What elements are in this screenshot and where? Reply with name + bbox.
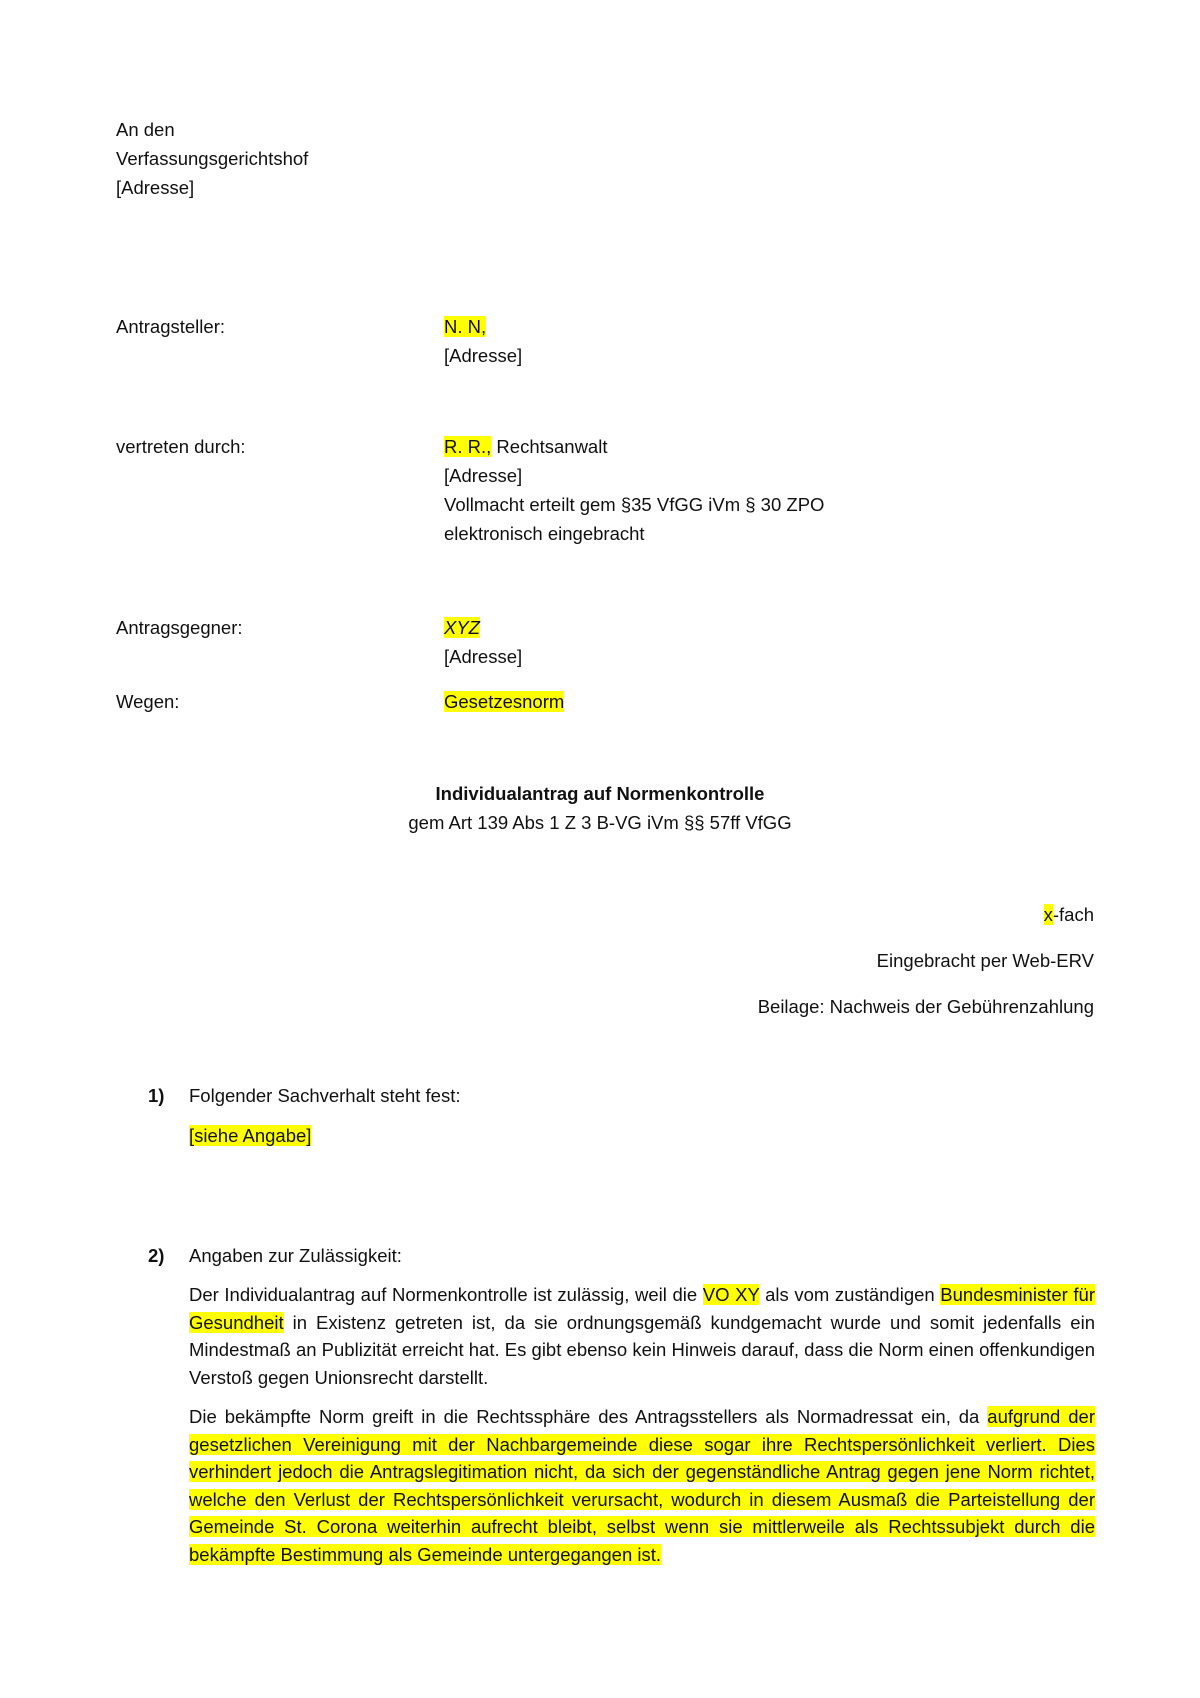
representative-submission: elektronisch eingebracht	[444, 523, 645, 544]
submission-channel: Eingebracht per Web-ERV	[876, 950, 1094, 971]
section-2-highlighted-argument: aufgrund der gesetzlichen Vereinigung mit der Nachbargemeinde diese sogar ihre Rechtspersönlichkeit verliert. Dies verhindert jedoch die Antragslegitimation nicht, da sich der gegenständliche Antrag gegen jene Norm richtet, welche den Verlust der Rechtspersönlichkeit verursacht, wodurch in diesem Ausmaß die Parteistellung der Gemeinde St. Corona weiterhin aufrecht bleibt, selbst wenn sie mittlerweile als Rechtssubjekt durch die bekämpfte Bestimmung als Gemeinde untergegangen ist.	[189, 1406, 1095, 1565]
document-title: Individualantrag auf Normenkontrolle	[435, 783, 765, 804]
respondent-block	[444, 613, 522, 671]
recipient-address: [Adresse]	[116, 177, 195, 198]
recipient-line-1: An den	[116, 119, 175, 140]
applicant-address: [Adresse]	[444, 345, 523, 366]
subject-label: Wegen:	[116, 691, 180, 712]
applicant-name: N. N,	[444, 316, 487, 337]
document-subtitle: gem Art 139 Abs 1 Z 3 B-VG iVm §§ 57ff VfGG	[408, 812, 792, 833]
applicant-label: Antragsteller:	[116, 316, 225, 337]
representative-address: [Adresse]	[444, 465, 523, 486]
representative-name: R. R.,	[444, 436, 492, 457]
section-2-paragraph-1: Der Individualantrag auf Normenkontrolle ist zulässig, weil die VO XY als vom zuständigen Bundesminister für Gesundheit in Existenz getreten ist, da sie ordnungsgemäß kundgemacht wurde und somit jedenfalls ein Mindestmaß an Publizität erreicht hat. Es gibt ebenso kein Hinweis darauf, dass die Norm einen offenkundigen Verstoß gegen Unionsrecht darstellt.	[189, 1284, 1095, 1388]
section-2-paragraph-2: Die bekämpfte Norm greift in die Rechtssphäre des Antragsstellers als Normadressat ein, da aufgrund der gesetzlichen Vereinigung mit der Nachbargemeinde diese sogar ihre Rechtspersönlichkeit verliert. Dies verhindert jedoch die Antragslegitimation nicht, da sich der gegenständliche Antrag gegen jene Norm richtet, welche den Verlust der Rechtspersönlichkeit verursacht, wodurch in diesem Ausmaß die Parteistellung der Gemeinde St. Corona weiterhin aufrecht bleibt, selbst wenn sie mittlerweile als Rechtssubjekt durch die bekämpfte Bestimmung als Gemeinde untergegangen ist.	[189, 1406, 1095, 1565]
representative-block	[444, 432, 824, 548]
recipient-block	[116, 115, 308, 202]
section-1-content	[189, 1121, 311, 1150]
section-2-heading: Angaben zur Zulässigkeit:	[189, 1245, 402, 1266]
representative-power-of-attorney: Vollmacht erteilt gem §35 VfGG iVm § 30 ZPO	[444, 494, 825, 515]
recipient-court: Verfassungsgerichtshof	[116, 148, 309, 169]
section-2-number: 2)	[148, 1245, 165, 1266]
copies-count: x	[1043, 904, 1053, 925]
enclosure-note: Beilage: Nachweis der Gebührenzahlung	[757, 996, 1094, 1017]
representative-role: Rechtsanwalt	[491, 436, 608, 457]
respondent-label: Antragsgegner:	[116, 617, 243, 638]
representative-label: vertreten durch:	[116, 436, 246, 457]
respondent-name: XYZ	[444, 617, 480, 638]
section-1-placeholder: [siehe Angabe]	[189, 1125, 312, 1146]
applicant-block	[444, 312, 522, 370]
copies-note	[1044, 900, 1094, 929]
respondent-address: [Adresse]	[444, 646, 523, 667]
section-1-number: 1)	[148, 1085, 165, 1106]
subject-block	[444, 687, 564, 716]
section-1-heading: Folgender Sachverhalt steht fest:	[189, 1085, 461, 1106]
copies-suffix: -fach	[1052, 904, 1094, 925]
issuing-authority: Bundesminister für Gesundheit	[189, 1284, 1095, 1333]
subject-value: Gesetzesnorm	[444, 691, 565, 712]
regulation-name: VO XY	[702, 1284, 760, 1305]
